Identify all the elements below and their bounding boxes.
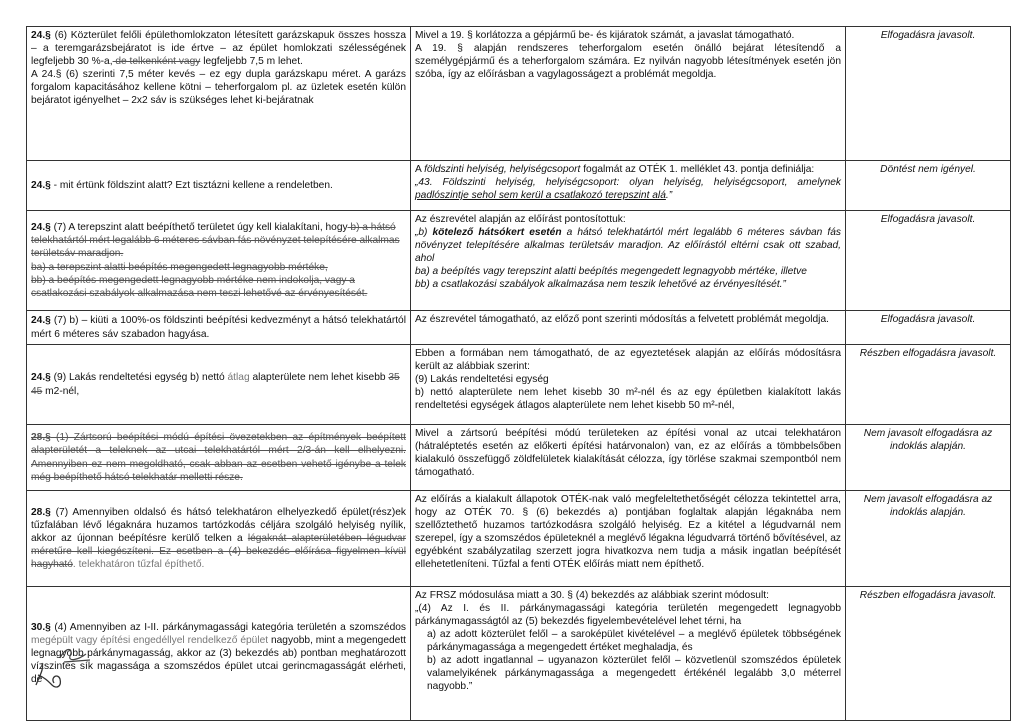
response-cell [411,587,846,721]
table-row [27,311,1011,345]
section-ref: 28.§ [31,432,51,444]
response-cell [411,161,846,211]
response-cell [411,311,846,345]
table-row [27,491,1011,587]
response-cell [411,211,846,311]
response-paragraph: A 19. § alapján rendszeres teherforgalom esetén önálló bejárat létesítendő a személygépjármű és a teherforgalom számára. Ez nyilván nagyobb létesítmények esetén jön szóba, így az előírásban a vagylagosságezt a problémát megoldja. [415,43,841,81]
struck-text: b) a hátsó telekhatártól mért legalább 6 méteres sávban fás növényzet telepítésére alkalmas területsáv maradjon. [31,222,400,260]
comment-cell [27,311,411,345]
response-paragraph: Ebben a formában nem támogatható, de az egyeztetések alapján az előírás módosításra került az alábbiak szerint: [415,348,841,373]
text-run: földszinti helyiség, helyiségcsoport [424,164,581,175]
response-paragraph: Az észrevétel alapján az előírást pontosítottuk: [415,214,626,225]
comment-text: (4) Amennyiben az I-II. párkánymagassági kategória területén a szomszédos [50,621,406,633]
response-paragraph: Mivel a zártsorú beépítési módú területeken az építési vonal az utcai telekhatáron (hátraléptetés esetén az előkerti építési határvonalon) van, ez az előírás a tömbbelsőben kialakuló összefüggő zöldfelületek kialakítását célozza, így törlése szakmai szempontból nem támogatható. [415,428,841,479]
struck-text: ba) a terepszint alatti beépítés megengedett legnagyobb mértéke, [31,261,328,273]
comment-text: m2-nél, [42,385,80,397]
section-ref: 24.§ [31,372,51,384]
text-run: kötelező hátsókert esetén [432,227,562,239]
text-run: „b) [415,227,433,239]
comment-text: alapterülete nem lehet kisebb [249,372,389,384]
comment-text: (6) Közterület felőli épülethomlokzaton létesített garázskapuk összes hossza – a teremgarázsbejáratot is ide értve – az épület homlokzati szélességének legfeljebb 30 %-a, [31,30,406,68]
comment-cell [27,27,411,161]
response-cell [411,491,846,587]
inserted-text: . telekhatáron tűzfal építhető. [72,559,205,571]
decision-cell: Részben elfogadásra javasolt. [846,345,1011,425]
response-paragraph: b) az adott ingatlannal – ugyanazon közterület felől – közvetlenül szomszédos épületek valamelyikének párkánymagassága a megengedett értékénél legalább 3,0 méterrel nagyobb.” [427,655,841,693]
response-quote: ba) a beépítés vagy terepszint alatti beépítés megengedett legnagyobb mértéke, illetve [415,266,807,278]
table-row [27,211,1011,311]
response-paragraph: Az FRSZ módosulása miatt a 30. § (4) bekezdés az alábbiak szerint módosult: [415,590,769,601]
comment-text: (7) A terepszint alatt beépíthető területet úgy kell kialakítani, hogy [50,222,348,234]
section-ref: 24.§ [31,30,51,41]
response-paragraph [415,163,841,176]
response-paragraph: „(4) Az I. és II. párkánymagassági kategória területén megengedett legnagyobb párkánymagasságtól az (5) bekezdés figyelembevételével lehet térni, ha [415,603,841,628]
text-run: fogalmát az OTÉK 1. melléklet 43. pontja definiálja: [580,164,815,175]
comment-cell [27,491,411,587]
handwritten-signature [56,640,96,668]
response-paragraph: Mivel a 19. § korlátozza a gépjármű be- és kijáratok számát, a javaslat támogatható. [415,30,795,41]
table-row [27,587,1011,721]
text-run: a hátsó telekhatártól mért legalább 6 méteres sávban fás növényzet telepítésére alkalmas területsáv maradjon. Az előírástól eltérni csak ott szabad, ahol [415,227,841,265]
comment-note: A 24.§ (6) szerinti 7,5 méter kevés – ez egy dupla garázskapu méret. A garázs forgalom kapacitásához kellene kötni – teherforgalom pl. az üzletek esetén külön bejáratot igényelhet – 2x2 sáv is szükséges lehet ki-bejáratnak [31,69,406,107]
comment-cell [27,161,411,211]
section-ref: 24.§ [31,179,51,191]
section-ref: 28.§ [31,506,51,518]
response-quote: bb) a csatlakozási szabályok alkalmazása nem teszik lehetővé az érvényesítését.” [415,279,786,291]
response-cell [411,345,846,425]
struck-text: légaknát alapterületében légudvar méretűre kell kiegészíteni. Ez esetben a (4) bekezdés előírása figyelmen kívül hagyható [31,532,406,571]
decision-cell: Elfogadásra javasolt. [846,27,1011,161]
comment-text: legfeljebb 7,5 m lehet. [200,56,303,68]
response-paragraph: Az előírás a kialakult állapotok OTÉK-nak való megfeleltethetőségét célozza tekintettel arra, hogy az OTÉK 70. § (6) bekezdés a) pontjában foglaltak alapján légaknába nem szellőztethető huzamos tartózkodásra szolgáló helyiség. Ez a kitétel a légudvarnál nem szerepel, így a szomszédos épületeknél a meglévő légakna légudvarrá történő bővítésével, az egyébként szabályzatilag szerzett jogra hivatkozva nem tudja a másik ingatlan beépítését ellehetetleníteni. Tűzfal a fenti OTÉK előírás miatt nem építhető. [415,494,841,571]
text-run: .” [665,190,673,202]
section-ref: 24.§ [31,315,51,327]
section-ref: 30.§ [31,621,51,633]
comment-text: (9) Lakás rendeltetési egység b) nettó [50,372,228,384]
struck-text: bb) a beépítés megengedett legnagyobb mértéke nem indokolja, vagy a csatlakozási szabályok alkalmazása nem teszi lehetővé az érvényesítését. [31,274,368,299]
comment-text: (7) b) – kiüti a 100%-os földszinti beépítési kedvezményt a hátsó telekhatártól mért 6 méteres sáv szabadon hagyása. [31,315,406,340]
comment-cell [27,425,411,491]
table-row [27,161,1011,211]
comment-review-table [26,26,1011,721]
table-row [27,425,1011,491]
comment-text: - mit értünk földszint alatt? Ezt tisztázni kellene a rendeletben. [50,179,333,191]
comment-text: (7) Amennyiben oldalsó és hátsó telekhatáron elhelyezkedő épület(rész)ek tűzfalában lévő légaknára huzamos tartózkodás céljára szolgáló helyiség nyílik, akkor az újonnan beépítésre kerülő telken a [31,506,406,544]
text-run: „43. Földszinti helyiség, helyiségcsoport: olyan helyiség, helyiségcsoport, amelynek [415,177,841,189]
section-ref: 24.§ [31,222,51,234]
inserted-text: megépült vagy építési engedéllyel rendelkező épület [31,634,269,646]
struck-text: 35 45 [31,372,400,397]
text-run: padlószintje sehol sem kerül a csatlakozó terepszint alá [415,190,666,202]
decision-cell: Elfogadásra javasolt. [846,211,1011,311]
comment-text: nagyobb, mint a megengedett legnagyobb párkánymagasság, akkor az (3) bekezdés ab) pontban meghatározott vízszintes sík magassága a szomszédos épület utcai gerincmagasságát elérheti, de [31,634,406,686]
response-paragraph: Az észrevétel támogatható, az előző pont szerinti módosítás a felvetett problémát megoldja. [415,314,829,325]
decision-cell: Döntést nem igényel. [846,161,1011,211]
inserted-text: átlag [227,372,250,384]
response-quote [415,226,841,265]
response-quote [415,176,841,202]
comment-cell [27,345,411,425]
response-cell [411,27,846,161]
struck-text: (1) Zártsorú beépítési módú építési övezetekben az építmények beépített alapterületét a teleknek az utcai telekhatártól mért 2/3-án kell elhelyezni. Amennyiben ez nem megoldható, csak abban az esetben vehető igénybe a telek még beépíthető hátsó telekhatár melletti része. [31,432,406,483]
decision-cell: Nem javasolt elfogadásra az indoklás alapján. [846,425,1011,491]
decision-cell: Nem javasolt elfogadásra az indoklás alapján. [846,491,1011,587]
struck-text: de telkenként vagy [112,56,201,68]
decision-cell: Elfogadásra javasolt. [846,311,1011,345]
response-paragraph: a) az adott közterület felől – a saroképület kivételével – a meglévő épületek többségének párkánymagassága a megengedett értéket meghaladja, és [427,629,841,654]
comment-cell [27,211,411,311]
response-paragraph: (9) Lakás rendeltetési egység [415,374,549,386]
response-cell [411,425,846,491]
table-row [27,345,1011,425]
decision-cell: Részben elfogadásra javasolt. [846,587,1011,721]
table-row [27,27,1011,161]
response-paragraph: b) nettó alapterülete nem lehet kisebb 30 m²-nél és az egy épületben kialakított lakás rendeltetési egységek átlagos alapterülete nem lehet kisebb 50 m²-nél, [415,387,841,412]
text-run: A [415,164,425,175]
